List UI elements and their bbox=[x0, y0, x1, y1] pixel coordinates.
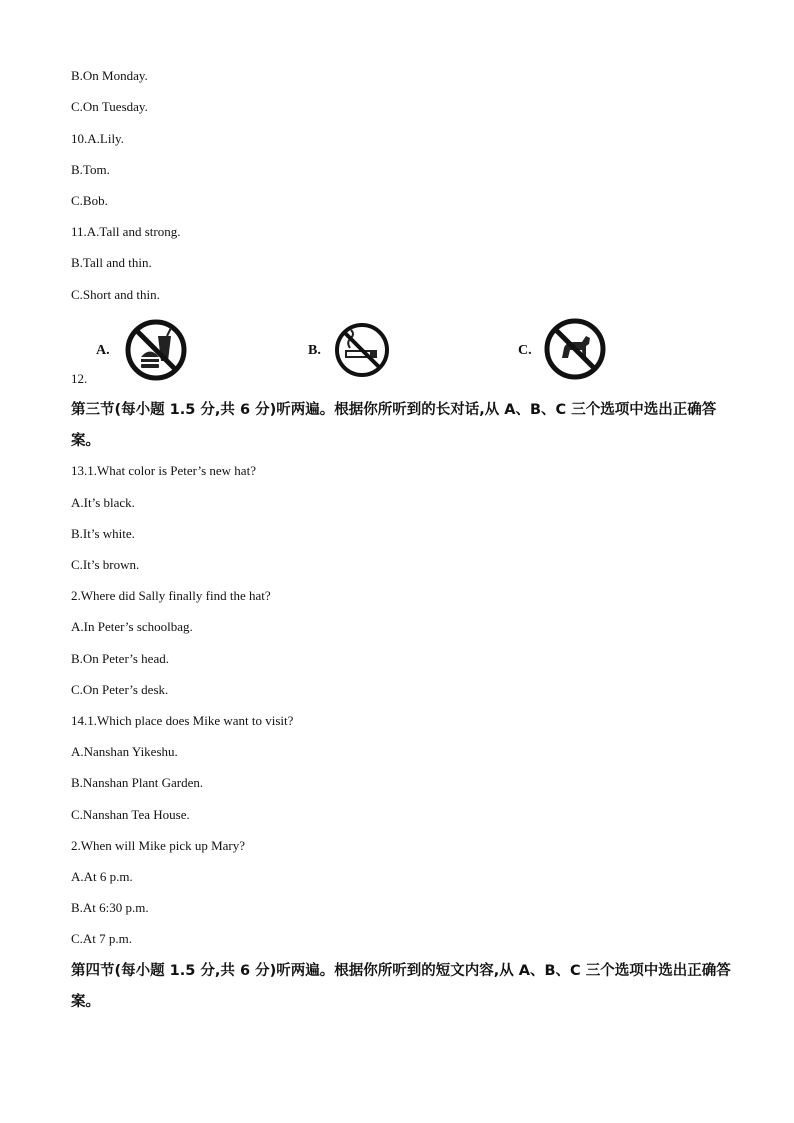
option-text: C.At 7 p.m. bbox=[71, 931, 133, 946]
question-text: 14.1.Which place does Mike want to visit? bbox=[71, 713, 294, 728]
option-text: B.Tall and thin. bbox=[71, 255, 152, 270]
question-text: 2.Where did Sally finally find the hat? bbox=[71, 588, 271, 603]
option-label-b: B. bbox=[308, 343, 321, 358]
option-text: C.It’s brown. bbox=[71, 557, 140, 572]
option-text: C.Short and thin. bbox=[71, 287, 160, 302]
question-text: 2.When will Mike pick up Mary? bbox=[71, 838, 246, 853]
option-label-c: C. bbox=[518, 343, 532, 358]
option-text: B.Nanshan Plant Garden. bbox=[71, 775, 204, 790]
option-text: C.Nanshan Tea House. bbox=[71, 807, 190, 822]
question-number: 12. bbox=[71, 371, 88, 386]
option-text: B.On Peter’s head. bbox=[71, 651, 169, 666]
question-text: 11.A.Tall and strong. bbox=[71, 224, 181, 239]
question-text: 13.1.What color is Peter’s new hat? bbox=[71, 463, 256, 478]
section-heading: 第三节(每小题 1.5 分,共 6 分)听两遍。根据你所听到的长对话,从 A、B、C 三个选项中选出正确答案。 bbox=[71, 402, 717, 449]
no-dogs-icon bbox=[544, 318, 606, 380]
option-text: C.Bob. bbox=[71, 193, 108, 208]
option-text: B.On Monday. bbox=[71, 68, 148, 83]
option-text: B.It’s white. bbox=[71, 526, 135, 541]
option-text: A.At 6 p.m. bbox=[71, 869, 133, 884]
option-text: A.Nanshan Yikeshu. bbox=[71, 744, 178, 759]
no-smoking-icon bbox=[334, 322, 390, 378]
option-text: C.On Tuesday. bbox=[71, 99, 148, 114]
option-text: A.It’s black. bbox=[71, 495, 135, 510]
option-text: A.In Peter’s schoolbag. bbox=[71, 619, 193, 634]
section-heading: 第四节(每小题 1.5 分,共 6 分)听两遍。根据你所听到的短文内容,从 A、B、C 三个选项中选出正确答案。 bbox=[71, 963, 731, 1010]
no-food-drink-icon bbox=[125, 319, 187, 381]
question-text: 10.A.Lily. bbox=[71, 131, 124, 146]
option-text: B.Tom. bbox=[71, 162, 110, 177]
option-label-a: A. bbox=[96, 343, 110, 358]
option-text: C.On Peter’s desk. bbox=[71, 682, 169, 697]
option-text: B.At 6:30 p.m. bbox=[71, 900, 149, 915]
